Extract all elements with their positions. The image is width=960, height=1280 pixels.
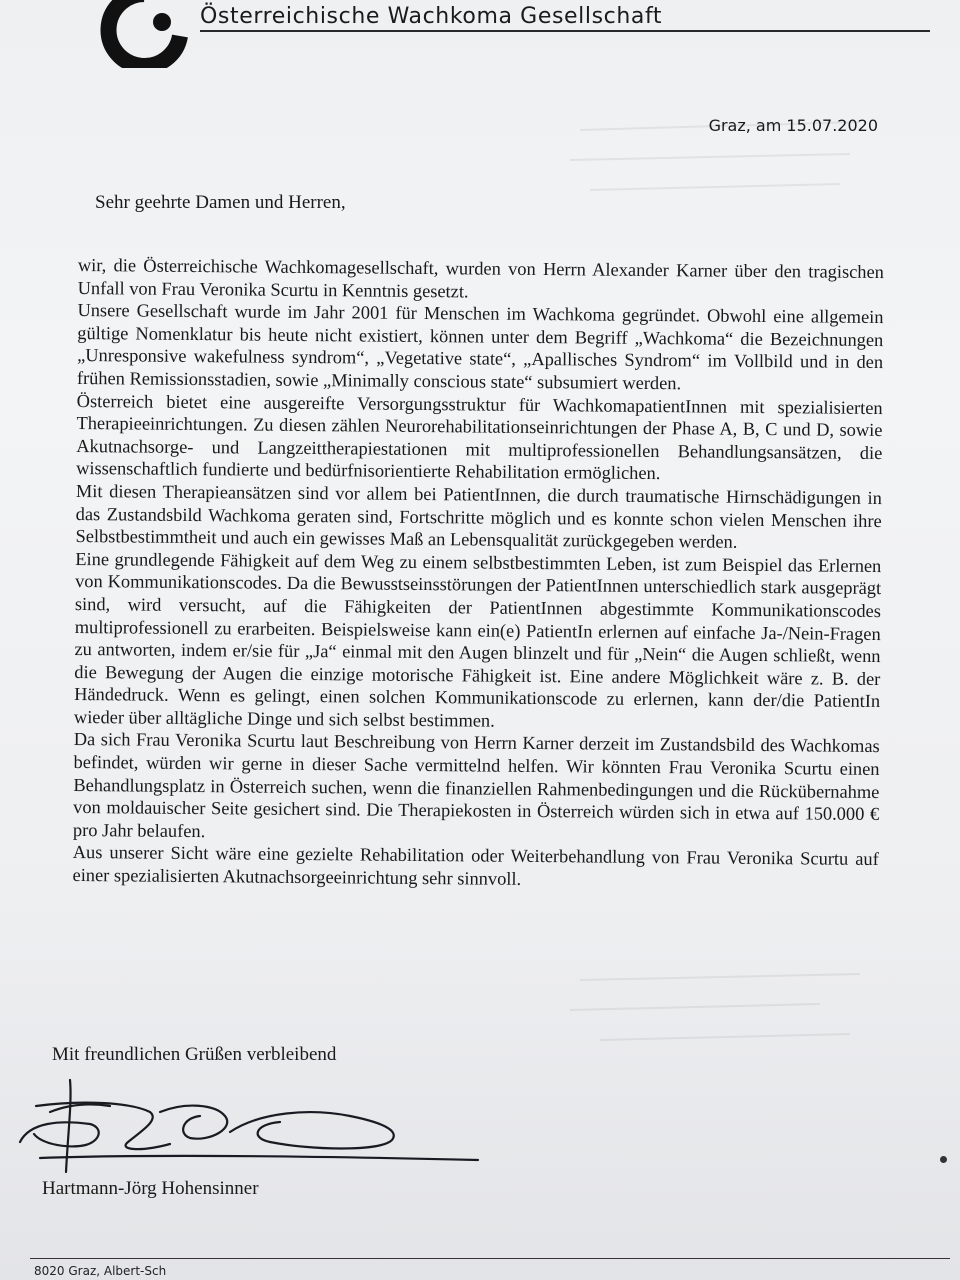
paragraph-2: Unsere Gesellschaft wurde im Jahr 2001 für Menschen im Wachkoma gegründet. Obwohl eine allgemein gültige Nomenklatur bis heute nicht existiert, können unter dem Begriff „Wachkoma“ die Bezeichnungen „Unresponsive wakefulness syndrom“, „Vegetative state“, „Apallisches Syndrom“ im Vollbild und in den frühen Remissionsstadien, sowie „Minimally conscious state“ subsumiert werden. [76,300,884,394]
handwritten-signature [10,1072,490,1182]
ring-c-logo-icon [96,0,192,68]
date-line: Graz, am 15.07.2020 [708,116,878,135]
paragraph-7: Aus unserer Sicht wäre eine gezielte Rehabilitation oder Weiterbehandlung von Frau Veronika Scurtu auf einer spezialisierten Akutnachsorgeeinrichtung sehr sinnvoll. [72,842,879,889]
footer-address: 8020 Graz, Albert-Sch [34,1264,167,1278]
signer-name: Hartmann-Jörg Hohensinner [42,1178,259,1199]
paragraph-6: Da sich Frau Veronika Scurtu laut Beschreibung von Herrn Karner derzeit im Zustandsbild des Wachkomas befindet, würden wir gerne in dieser Sache vermittelnd helfen. Wir könnten Frau Veronika Scurtu einen Behandlungsplatz in Österreich suchen, wenn die finanziellen Rahmenbedingungen und die Rückübernahme von moldauischer Seite gesichert sind. Die Therapiekosten in Österreich würden sich in etwa auf 150.000 € pro Jahr belaufen. [72,729,880,841]
paragraph-3: Österreich bietet eine ausgereifte Versorgungsstruktur für WachkomapatientInnen mit spezialisierten Therapieeinrichtungen. Zu diesen zählen Neurorehabilitationseinrichtungen der Phase A, B, C und D, sowie Akutnachsorge- und Langzeittherapiestationen mit multiprofessionellen Behandlungsansätzen, die wissenschaftlich fundierte und bedürfnisorientierte Rehabilitation ermöglichen. [76,390,883,484]
paragraph-4: Mit diesen Therapieansätzen sind vor allem bei PatientInnen, die durch traumatische Hirnschädigungen in das Zustandsbild Wachkoma geraten sind, Fortschritte möglich und es konnte schon vielen Menschen ihre Selbstbestimmtheit und auch ein gewisses Maß an Lebensqualität zurückgegeben werden. [75,480,882,552]
header-rule [200,30,930,32]
punch-mark [940,1156,947,1163]
paragraph-1: wir, die Österreichische Wachkomagesellschaft, wurden von Herrn Alexander Karner über den tragischen Unfall von Frau Veronika Scurtu in Kenntnis gesetzt. [77,254,884,302]
salutation: Sehr geehrte Damen und Herren, [95,192,346,213]
letter-body [72,254,883,894]
closing-line: Mit freundlichen Grüßen verbleibend [52,1044,337,1065]
paragraph-5: Eine grundlegende Fähigkeit auf dem Weg zu einem selbstbestimmten Leben, ist zum Beispiel das Erlernen von Kommunikationscodes. Da die Bewusstseinsstörungen der PatientInnen unterschiedlich stark ausgeprägt sind, wird versucht, auf die Fähigkeiten der PatientInnen abgestimmte Kommunikationscodes multiprofessionell zu erarbeiten. Beispielsweise kann ein(e) PatientIn erlernen auf einfache Ja-/Nein-Fragen zu antworten, indem er/sie für „Ja“ einmal mit den Augen blinzelt und für „Nein“ die Augen schließt, wenn die Bewegung der Augen die einzige motorische Fähigkeit ist. Eine andere Möglichkeit wäre z. B. der Händedruck. Wenn es gelingt, einen solchen Kommunikationscode zu erlernen, kann der/die PatientIn wieder über alltägliche Dinge und sich selbst bestimmen. [73,548,882,731]
footer-rule [30,1258,950,1259]
organization-name: Österreichische Wachkoma Gesellschaft [200,4,663,29]
